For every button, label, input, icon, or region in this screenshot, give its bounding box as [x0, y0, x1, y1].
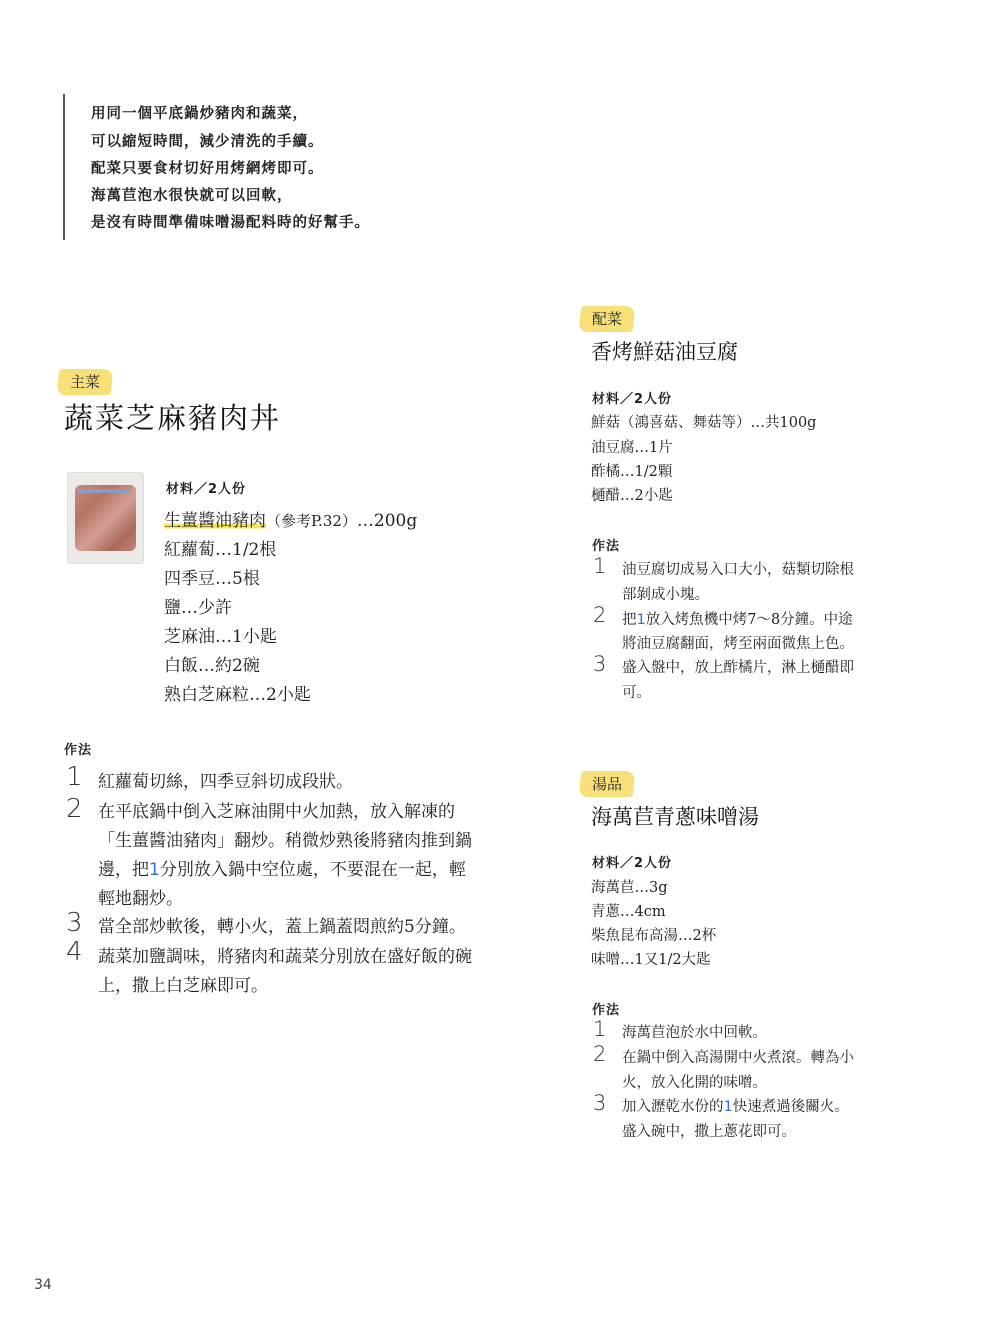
side-step-text: 把1放入烤魚機中烤7～8分鐘。中途: [622, 612, 853, 628]
pork-package-photo: [67, 472, 144, 564]
soup-title: 海萬苣青蔥味噌湯: [591, 805, 759, 829]
intro-line: 可以縮短時間，減少清洗的手續。: [91, 134, 324, 150]
side-ingredient: 油豆腐…1片: [591, 440, 673, 456]
ingredient-reference-note: （參考P.32）: [266, 512, 357, 530]
soup-tag: 湯品: [579, 771, 636, 797]
main-ingredient-pork: [164, 506, 417, 531]
intro-line: 是沒有時間準備味噌湯配料時的好幫手。: [91, 215, 370, 231]
intro-block: [63, 94, 370, 240]
side-ingredient: 鮮菇（鴻喜菇、舞菇等）…共100g: [591, 415, 817, 431]
step-number: 2: [66, 794, 83, 824]
main-step-text: 當全部炒軟後，轉小火，蓋上鍋蓋悶煎約5分鐘。: [98, 917, 466, 937]
side-step-text: 將油豆腐翻面，烤至兩面微焦上色。: [622, 636, 854, 652]
ingredient-amount: …200g: [356, 511, 418, 531]
main-step-text: 紅蘿蔔切絲，四季豆斜切成段狀。: [98, 772, 353, 792]
main-ingredient: 紅蘿蔔…1/2根: [164, 540, 277, 560]
side-ingredients-label: 材料／2人份: [592, 392, 673, 407]
main-ingredient: 白飯…約2碗: [164, 656, 260, 676]
step-number: 2: [593, 1042, 607, 1066]
step-number: 2: [593, 603, 607, 627]
main-step-text: 在平底鍋中倒入芝麻油開中火加熱，放入解凍的: [98, 802, 455, 822]
pork-image: [75, 485, 136, 551]
side-step-text: 可。: [622, 685, 651, 701]
intro-line: 配菜只要食材切好用烤網烤即可。: [91, 161, 324, 177]
soup-ingredient: 青蔥…4cm: [591, 904, 666, 920]
main-ingredient: 四季豆…5根: [164, 569, 260, 589]
package-label-band: [78, 489, 130, 493]
step-number: 3: [66, 908, 83, 938]
soup-ingredient: 柴魚昆布高湯…2杯: [591, 928, 717, 944]
side-ingredient: 酢橘…1/2顆: [591, 464, 673, 480]
soup-ingredient: 海萬苣…3g: [591, 880, 668, 896]
main-ingredient: 鹽…少許: [164, 598, 232, 618]
step-number: 1: [593, 554, 607, 578]
soup-method-label: 作法: [592, 1003, 621, 1018]
main-ingredient: 熟白芝麻粒…2小匙: [164, 685, 311, 705]
soup-step-text: 海萬苣泡於水中回軟。: [622, 1025, 767, 1041]
step-reference: 1: [149, 860, 160, 880]
side-step-text: 油豆腐切成易入口大小，菇類切除根: [622, 562, 854, 578]
side-dish-title: 香烤鮮菇油豆腐: [591, 340, 738, 364]
main-ingredients-label: 材料／2人份: [166, 482, 247, 497]
step-number: 1: [593, 1017, 607, 1041]
side-ingredient: 樋醋…2小匙: [591, 488, 673, 504]
main-step-text: 輕地翻炒。: [98, 889, 183, 909]
page-number: 34: [34, 1277, 52, 1293]
main-step-text: 蔬菜加鹽調味，將豬肉和蔬菜分別放在盛好飯的碗: [98, 947, 472, 967]
soup-step-text: 火，放入化開的味噌。: [622, 1075, 767, 1091]
main-method-label: 作法: [64, 743, 93, 758]
ingredient-highlight: 生薑醬油豬肉: [164, 511, 266, 531]
step-number: 4: [66, 937, 83, 967]
main-dish-tag: 主菜: [57, 369, 114, 395]
main-dish-title: 蔬菜芝麻豬肉丼: [64, 401, 282, 435]
side-method-label: 作法: [592, 539, 621, 554]
side-step-text: 部剝成小塊。: [622, 587, 709, 603]
step-number: 1: [66, 762, 83, 792]
soup-ingredient: 味噌…1又1/2大匙: [591, 952, 711, 968]
soup-step-text: 在鍋中倒入高湯開中火煮滾。轉為小: [622, 1050, 854, 1066]
step-reference: 1: [636, 612, 646, 628]
step-number: 3: [593, 1091, 607, 1115]
main-ingredient: 芝麻油…1小匙: [164, 627, 277, 647]
soup-step-text: 盛入碗中，撒上蔥花即可。: [622, 1124, 796, 1140]
intro-line: 用同一個平底鍋炒豬肉和蔬菜，: [91, 106, 308, 122]
side-step-text: 盛入盤中，放上酢橘片，淋上樋醋即: [622, 660, 854, 676]
soup-ingredients-label: 材料／2人份: [592, 856, 673, 871]
side-dish-tag: 配菜: [579, 306, 636, 332]
main-step-text: 上，撒上白芝麻即可。: [98, 976, 268, 996]
soup-step-text: 加入瀝乾水份的1快速煮過後關火。: [622, 1099, 849, 1115]
step-reference: 1: [723, 1099, 733, 1115]
step-number: 3: [593, 652, 607, 676]
main-step-text: 邊，把1分別放入鍋中空位處，不要混在一起，輕: [98, 860, 466, 880]
intro-line: 海萬苣泡水很快就可以回軟，: [91, 188, 293, 204]
main-step-text: 「生薑醬油豬肉」翻炒。稍微炒熟後將豬肉推到鍋: [98, 831, 472, 851]
